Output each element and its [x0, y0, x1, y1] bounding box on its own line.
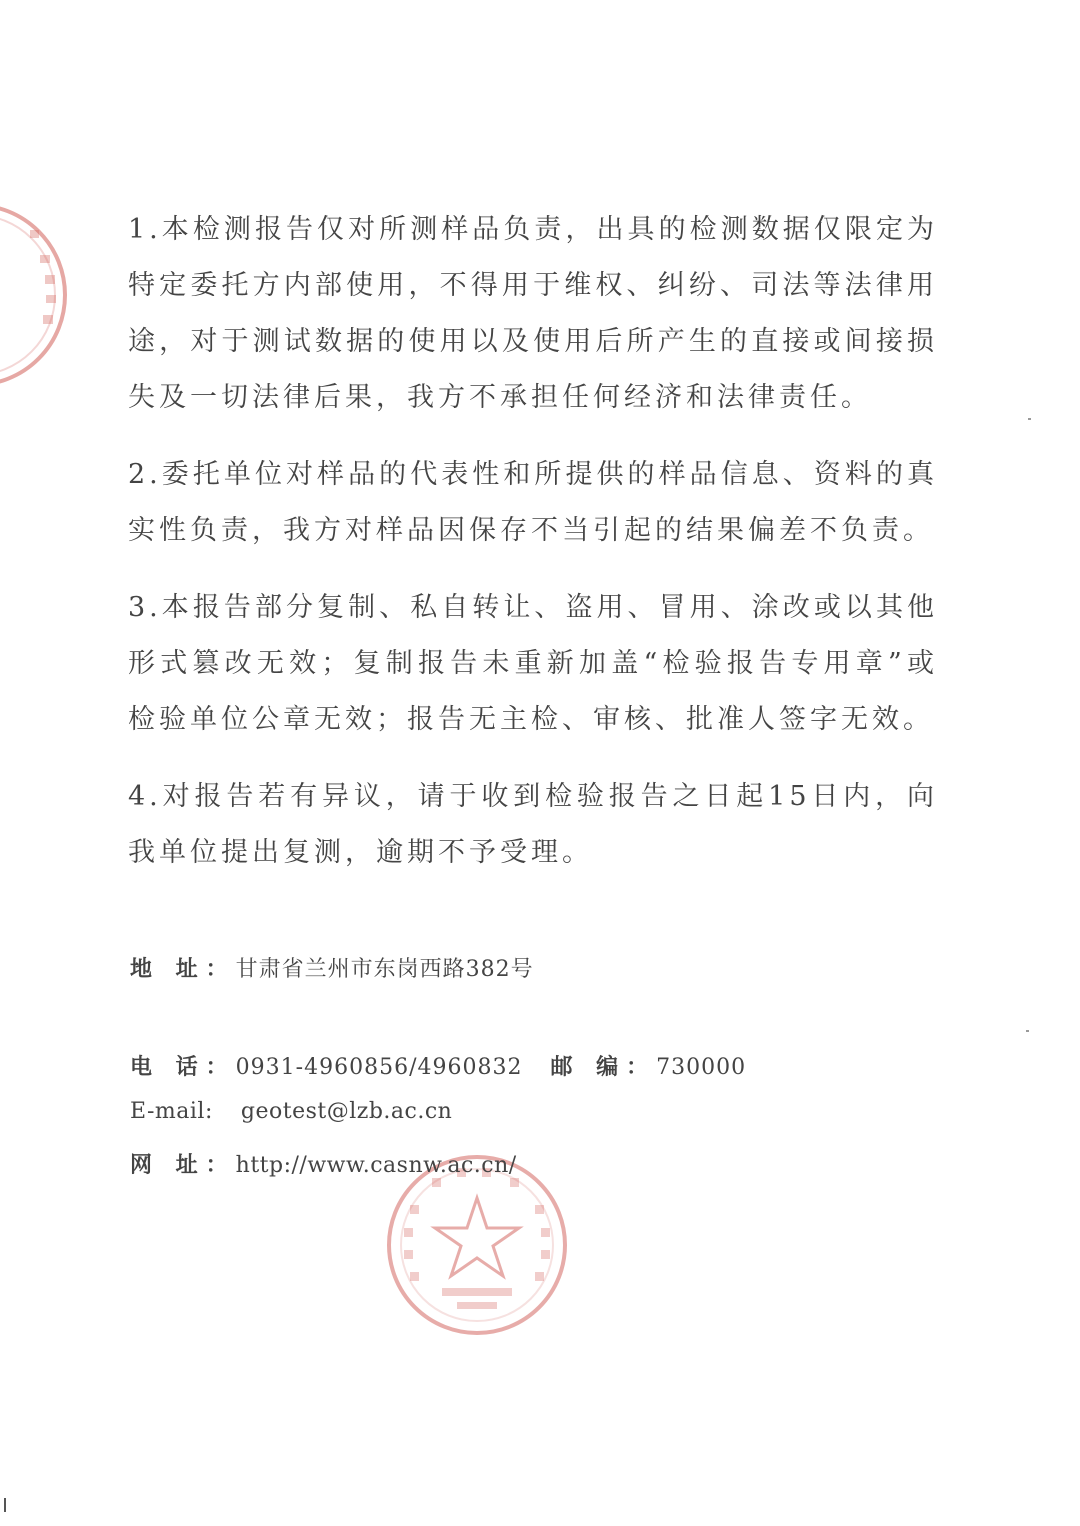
website-row — [130, 1148, 517, 1179]
address-value: 甘肃省兰州市东岗西路382号 — [235, 957, 534, 982]
notice-clause-1: 1.本检测报告仅对所测样品负责，出具的检测数据仅限定为特定委托方内部使用，不得用于维权、纠纷、司法等法律用途，对于测试数据的使用以及使用后所产生的直接或间接损失及一切法律后果，我方不承担任何经济和法律责任。 — [128, 214, 938, 413]
address-row — [130, 952, 534, 983]
phone-value: 0931-4960856/4960832 — [235, 1055, 523, 1080]
address-label: 地 址： — [130, 956, 236, 982]
email-row — [130, 1099, 452, 1124]
website-value: http://www.casnw.ac.cn/ — [235, 1153, 517, 1178]
scan-speck — [4, 1498, 6, 1512]
scan-speck — [1028, 418, 1031, 420]
notice-clause-2: 2.委托单位对样品的代表性和所提供的样品信息、资料的真实性负责，我方对样品因保存不当引起的结果偏差不负责。 — [128, 459, 938, 546]
website-label: 网 址： — [130, 1152, 236, 1178]
notice-clause-3: 3.本报告部分复制、私自转让、盗用、冒用、涂改或以其他形式篡改无效；复制报告未重新加盖“检验报告专用章”或检验单位公章无效；报告无主检、审核、批准人签字无效。 — [128, 592, 938, 735]
email-value: geotest@lzb.ac.cn — [240, 1099, 453, 1124]
email-label: E-mail: — [130, 1099, 213, 1124]
postcode-label: 邮 编： — [550, 1054, 657, 1080]
phone-row — [130, 1050, 746, 1081]
official-seal-left-edge — [0, 195, 70, 395]
postcode-value: 730000 — [656, 1055, 747, 1080]
notice-clause-4: 4.对报告若有异议，请于收到检验报告之日起15日内，向我单位提出复测，逾期不予受理。 — [128, 781, 938, 868]
scan-speck — [1026, 1030, 1029, 1032]
phone-label: 电 话： — [130, 1054, 236, 1080]
